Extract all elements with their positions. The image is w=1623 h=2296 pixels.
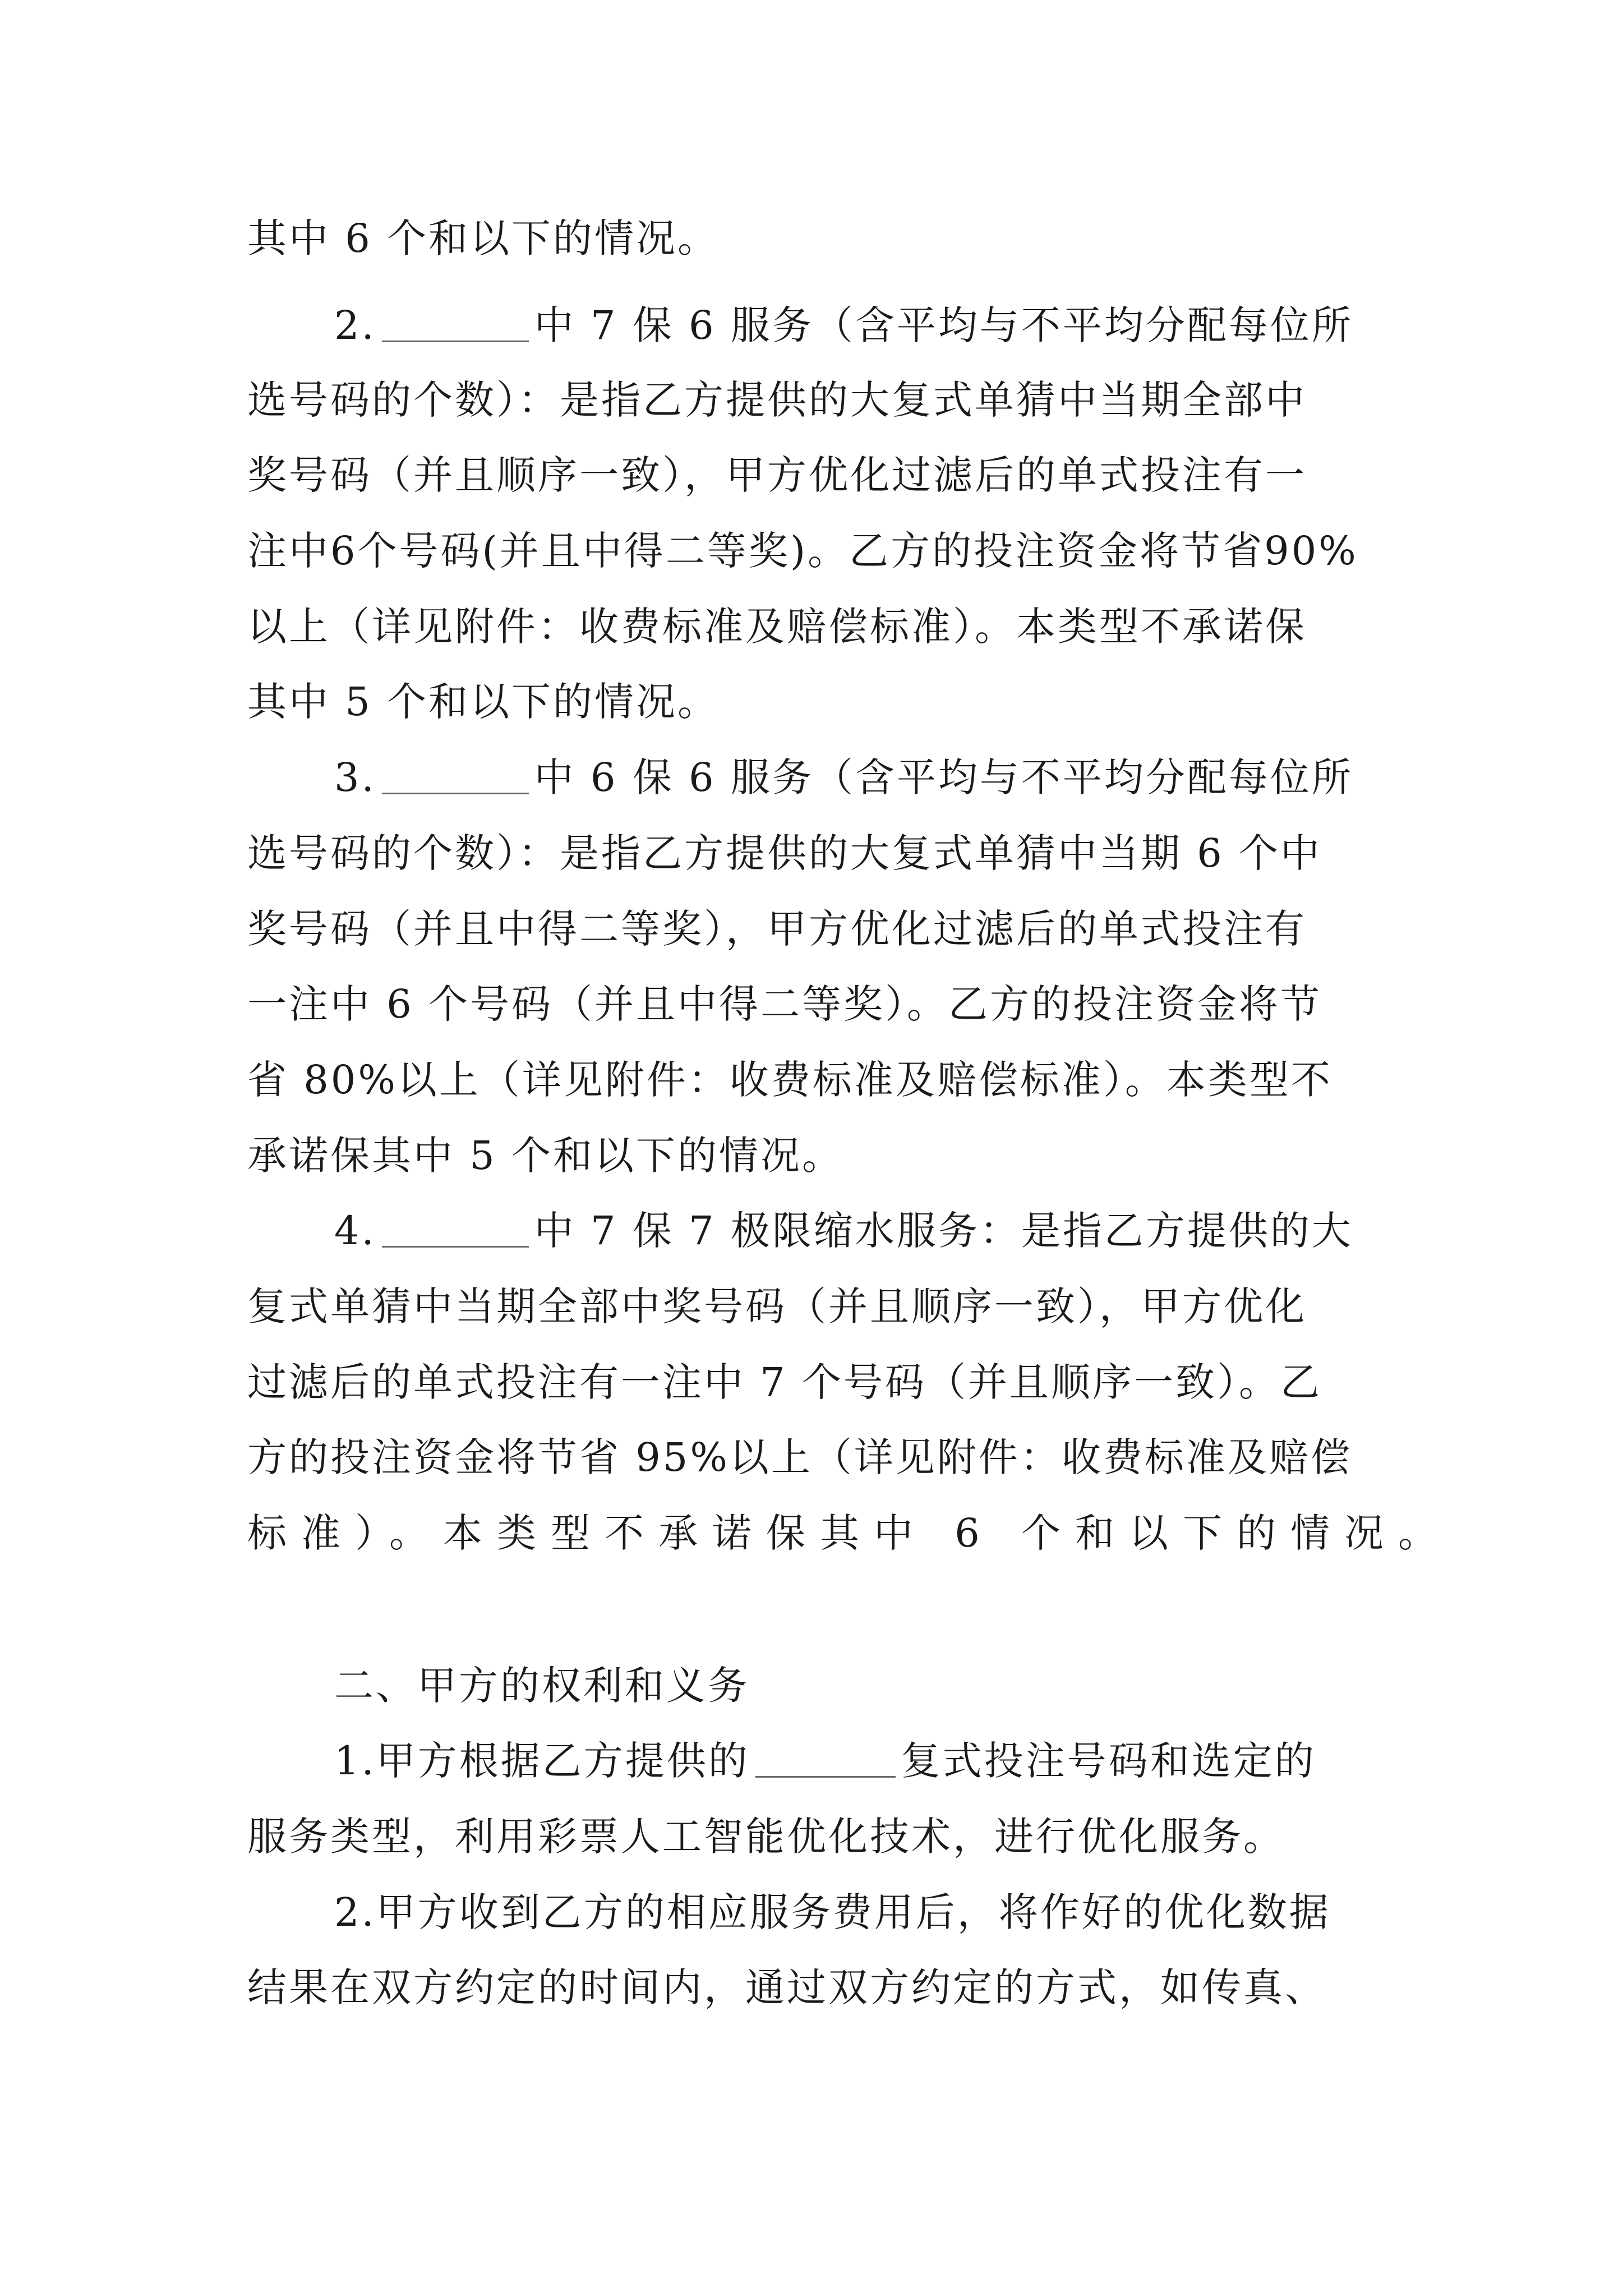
text-line: 过滤后的单式投注有一注中 7 个号码（并且顺序一致）。乙 — [247, 1359, 1322, 1405]
text-line: 省 80%以上（详见附件：收费标准及赔偿标准）。本类型不 — [247, 1057, 1332, 1103]
list-number: 3. — [334, 754, 376, 800]
text-line: 服务类型，利用彩票人工智能优化技术，进行优化服务。 — [247, 1814, 1285, 1860]
paragraph-text: 复式投注号码和选定的 — [901, 1738, 1316, 1784]
fill-in-blank — [382, 337, 529, 342]
text-line: 以上（详见附件：收费标准及赔偿标准）。本类型不承诺保 — [247, 604, 1307, 650]
text-line: 选号码的个数）：是指乙方提供的大复式单猜中当期全部中 — [247, 377, 1307, 423]
text-line: 奖号码（并且顺序一致），甲方优化过滤后的单式投注有一 — [247, 452, 1307, 498]
text-line: 结果在双方约定的时间内，通过双方约定的方式，如传真、 — [247, 1964, 1326, 2010]
fill-in-blank — [755, 1773, 896, 1778]
text-line: 其中 5 个和以下的情况。 — [247, 679, 720, 725]
list-item-text: 中 7 保 6 服务（含平均与不平均分配每位所 — [534, 302, 1353, 348]
list-item-4-first-line — [334, 1205, 1391, 1256]
list-item-text: 中 6 保 6 服务（含平均与不平均分配每位所 — [534, 754, 1353, 800]
paragraph-text: 1.甲方根据乙方提供的 — [334, 1738, 750, 1784]
text-line: 选号码的个数）：是指乙方提供的大复式单猜中当期 6 个中 — [247, 830, 1322, 876]
section-heading: 二、甲方的权利和义务 — [334, 1663, 749, 1709]
list-number: 4. — [334, 1208, 376, 1254]
list-item-2-first-line — [334, 300, 1391, 351]
text-line: 方的投注资金将节省 95%以上（详见附件：收费标准及赔偿 — [247, 1434, 1352, 1480]
text-line: 其中 6 个和以下的情况。 — [247, 215, 720, 261]
paragraph-2-first-line: 2.甲方收到乙方的相应服务费用后，将作好的优化数据 — [334, 1889, 1331, 1935]
fill-in-blank — [382, 1243, 529, 1248]
text-line: 一注中 6 个号码（并且中得二等奖）。乙方的投注资金将节 — [247, 981, 1322, 1027]
list-number: 2. — [334, 302, 376, 348]
list-item-3-first-line — [334, 752, 1391, 803]
text-line: 奖号码（并且中得二等奖），甲方优化过滤后的单式投注有 — [247, 906, 1307, 952]
paragraph-1-first-line — [334, 1736, 1391, 1786]
text-line: 承诺保其中 5 个和以下的情况。 — [247, 1133, 844, 1179]
fill-in-blank — [382, 789, 529, 794]
text-line: 复式单猜中当期全部中奖号码（并且顺序一致），甲方优化 — [247, 1283, 1307, 1329]
text-line: 标准）。本类型不承诺保其中 6 个和以下的情况。 — [247, 1510, 1453, 1556]
list-item-text: 中 7 保 7 极限缩水服务：是指乙方提供的大 — [534, 1208, 1353, 1254]
text-line: 注中6个号码(并且中得二等奖)。乙方的投注资金将节省90% — [247, 528, 1358, 574]
